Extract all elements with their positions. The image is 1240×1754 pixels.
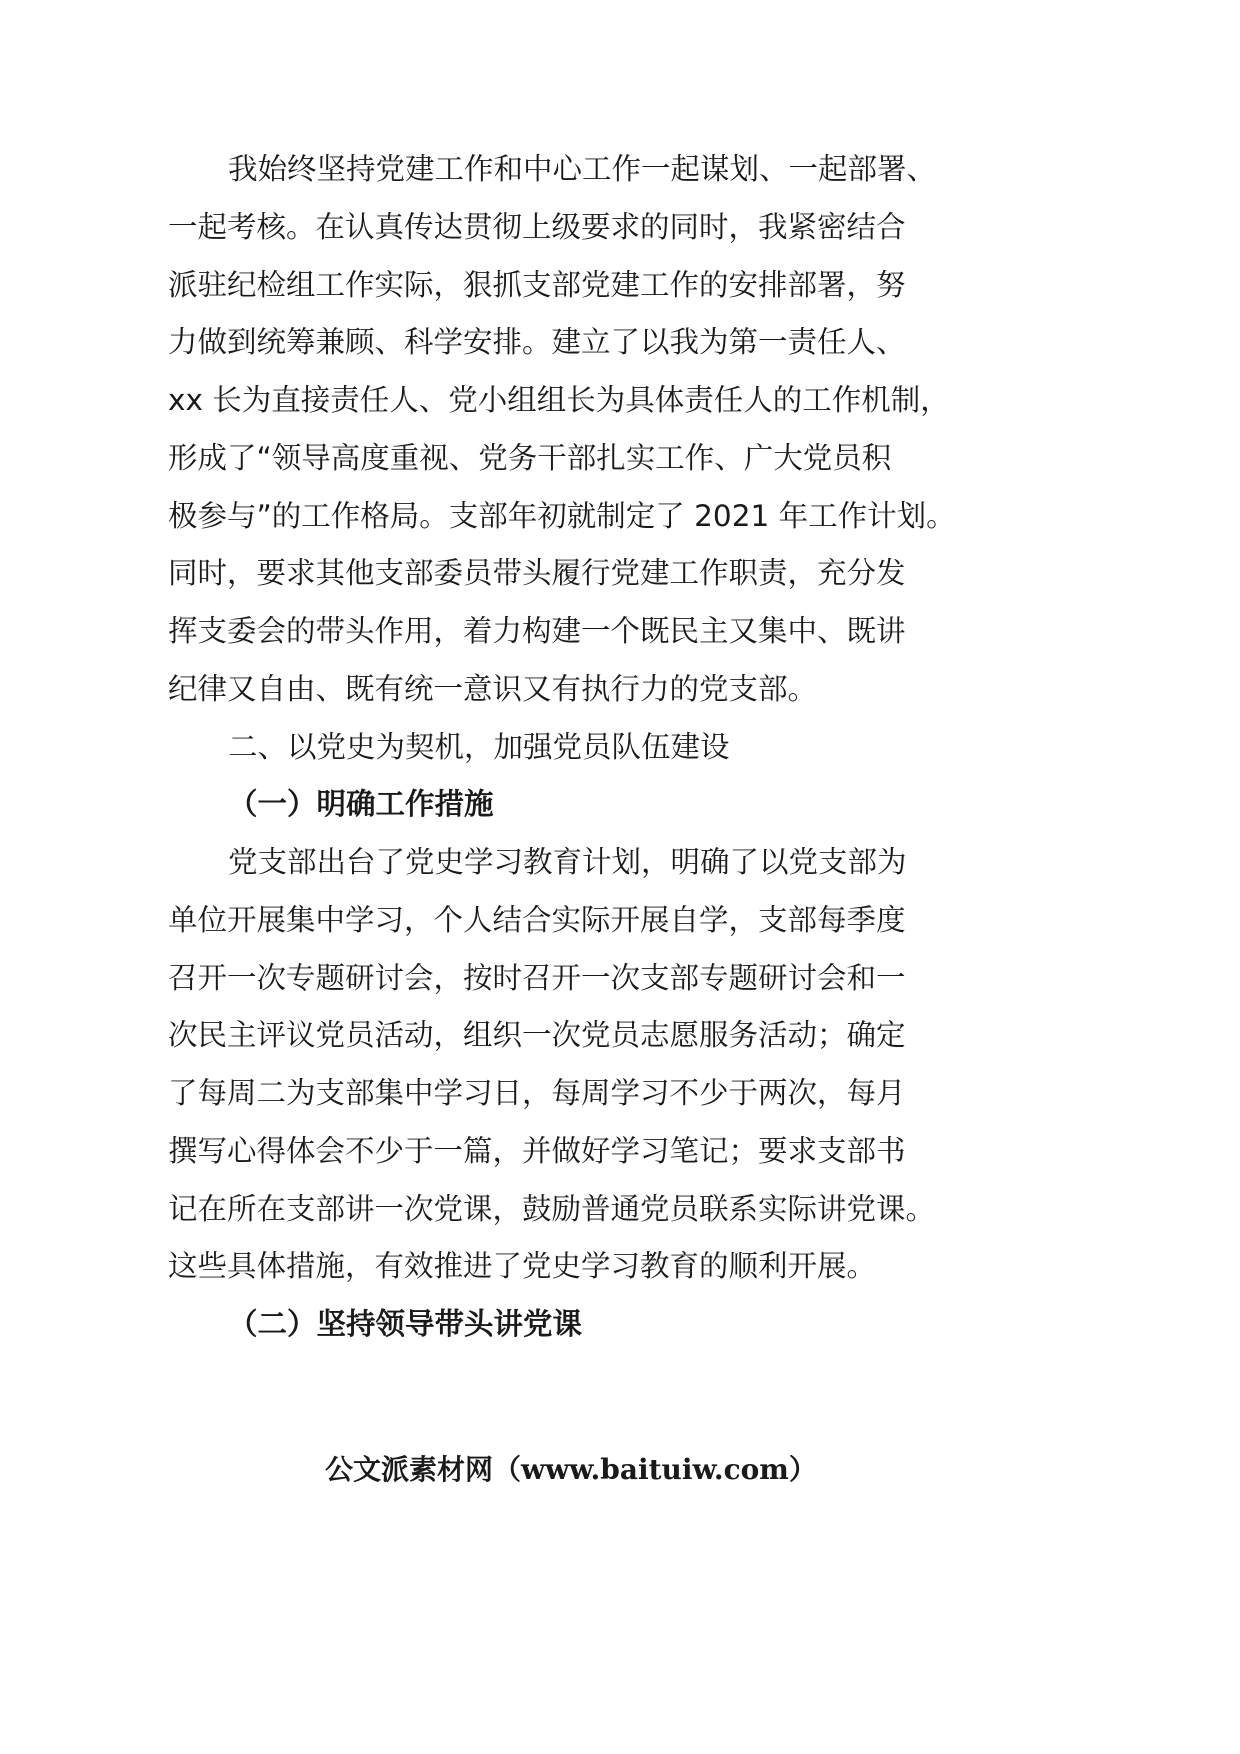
text-line: 纪律又自由、既有统一意识又有执行力的党支部。 xyxy=(168,671,818,706)
document-body xyxy=(168,141,1208,1354)
text-line: 极参与”的工作格局。支部年初就制定了 2021 年工作计划。 xyxy=(168,498,956,533)
text-line: 同时，要求其他支部委员带头履行党建工作职责，充分发 xyxy=(168,556,906,591)
text-line: 召开一次专题研讨会，按时召开一次支部专题研讨会和一 xyxy=(168,960,906,995)
page-footer: 公文派素材网（www.baituiw.com） xyxy=(325,1453,817,1486)
paragraph-1 xyxy=(168,141,1208,719)
text-line: 单位开展集中学习，个人结合实际开展自学，支部每季度 xyxy=(168,902,906,937)
text-line: 记在所在支部讲一次党课，鼓励普通党员联系实际讲党课。 xyxy=(168,1191,936,1226)
paragraph-2 xyxy=(168,834,1208,1296)
text-line: 力做到统筹兼顾、科学安排。建立了以我为第一责任人、 xyxy=(168,325,906,360)
subheading-1: （一）明确工作措施 xyxy=(228,787,494,822)
text-line: 党支部出台了党史学习教育计划，明确了以党支部为 xyxy=(228,845,907,879)
text-line: 一起考核。在认真传达贯彻上级要求的同时，我紧密结合 xyxy=(168,209,906,244)
text-line: 撰写心得体会不少于一篇，并做好学习笔记；要求支部书 xyxy=(168,1133,906,1168)
text-line: 形成了“领导高度重视、党务干部扎实工作、广大党员积 xyxy=(168,440,892,475)
text-line: 挥支委会的带头作用，着力构建一个既民主又集中、既讲 xyxy=(168,614,906,648)
text-line: xx 长为直接责任人、党小组组长为具体责任人的工作机制， xyxy=(168,383,950,417)
text-line: 次民主评议党员活动，组织一次党员志愿服务活动；确定 xyxy=(168,1018,906,1053)
text-line: 我始终坚持党建工作和中心工作一起谋划、一起部署、 xyxy=(228,152,937,186)
subheading-2: （二）坚持领导带头讲党课 xyxy=(228,1307,583,1341)
text-line: 这些具体措施，有效推进了党史学习教育的顺利开展。 xyxy=(168,1249,877,1284)
text-line: 派驻纪检组工作实际，狠抓支部党建工作的安排部署，努 xyxy=(168,267,906,302)
text-line: 了每周二为支部集中学习日，每周学习不少于两次，每月 xyxy=(168,1076,906,1110)
section-heading: 二、以党史为契机，加强党员队伍建设 xyxy=(228,729,730,764)
